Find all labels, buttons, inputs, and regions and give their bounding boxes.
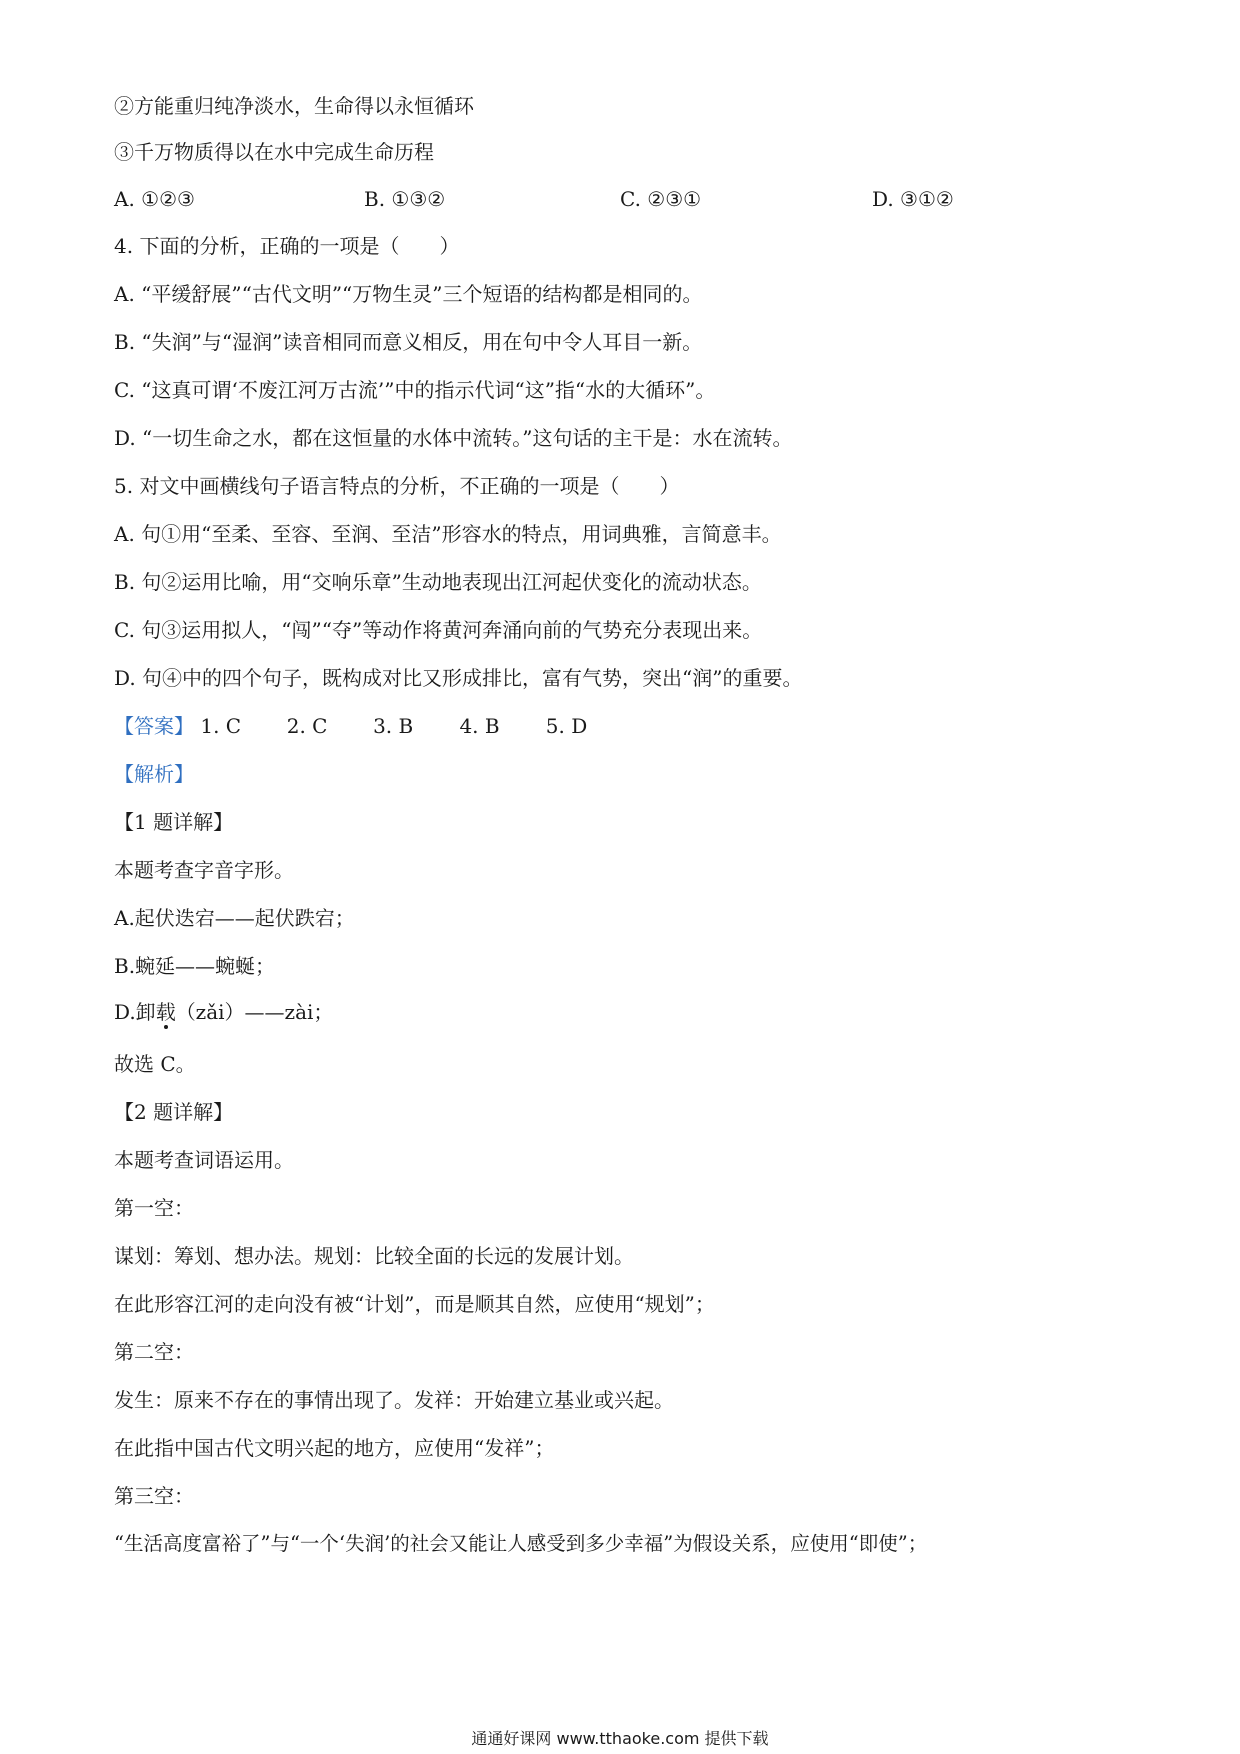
q4-option-d: D. “一切生命之水，都在这恒量的水体中流转。”这句话的主干是：水在流转。: [114, 426, 793, 450]
detail2-blank2-usage: 在此指中国古代文明兴起的地方，应使用“发祥”；: [114, 1436, 555, 1460]
detail2-blank2-definition: 发生：原来不存在的事情出现了。发祥：开始建立基业或兴起。: [114, 1388, 674, 1412]
detail1-option-d: [114, 998, 333, 1026]
q3-option-a: A. ①②③: [114, 187, 195, 211]
detail1-heading: 【1 题详解】: [114, 810, 234, 834]
q3-option-c: C. ②③①: [620, 187, 702, 211]
detail2-blank1-usage: 在此形容江河的走向没有被“计划”，而是顺其自然，应使用“规划”；: [114, 1292, 715, 1316]
detail2-blank1: 第一空：: [114, 1196, 194, 1220]
q3-option-d: D. ③①②: [872, 187, 954, 211]
answer-item-5: 5. D: [545, 714, 588, 738]
detail1-d-prefix: D.卸: [114, 1000, 156, 1024]
q4-option-c: C. “这真可谓‘不废江河万古流’”中的指示代词“这”指“水的大循环”。: [114, 378, 716, 402]
detail1-option-a: A.起伏迭宕——起伏跌宕；: [114, 906, 355, 930]
answer-label: 【答案】: [114, 714, 194, 738]
detail2-blank3: 第三空：: [114, 1484, 194, 1508]
answer-item-1: 1. C: [200, 714, 242, 738]
q3-option-b: B. ①③②: [364, 187, 446, 211]
answer-item-4: 4. B: [459, 714, 500, 738]
detail2-blank1-definition: 谋划：筹划、想办法。规划：比较全面的长远的发展计划。: [114, 1244, 634, 1268]
q5-option-a: A. 句①用“至柔、至容、至润、至洁”形容水的特点，用词典雅，言简意丰。: [114, 522, 782, 546]
detail1-intro: 本题考查字音字形。: [114, 858, 294, 882]
detail1-conclusion: 故选 C。: [114, 1052, 196, 1076]
q3-item-2: ②方能重归纯净淡水，生命得以永恒循环: [114, 94, 474, 118]
q4-option-a: A. “平缓舒展”“古代文明”“万物生灵”三个短语的结构都是相同的。: [114, 282, 703, 306]
q4-stem: 4. 下面的分析，正确的一项是（ ）: [114, 234, 460, 258]
detail1-d-suffix: （zǎi）——zài；: [175, 1000, 334, 1024]
q5-option-b: B. 句②运用比喻，用“交响乐章”生动地表现出江河起伏变化的流动状态。: [114, 570, 762, 594]
q5-option-d: D. 句④中的四个句子，既构成对比又形成排比，富有气势，突出“润”的重要。: [114, 666, 803, 690]
answer-line: [114, 712, 626, 740]
detail1-option-b: B.蜿延——蜿蜒；: [114, 954, 276, 978]
detail2-blank3-usage: “生活高度富裕了”与“一个‘失润’的社会又能让人感受到多少幸福”为假设关系，应使用“即使”；: [114, 1532, 928, 1555]
analysis-label: 【解析】: [114, 762, 194, 786]
detail2-blank2: 第二空：: [114, 1340, 194, 1364]
q5-option-c: C. 句③运用拟人，“闯”“夺”等动作将黄河奔涌向前的气势充分表现出来。: [114, 618, 763, 642]
detail2-intro: 本题考查词语运用。: [114, 1148, 294, 1172]
q5-stem: 5. 对文中画横线句子语言特点的分析，不正确的一项是（ ）: [114, 474, 680, 498]
q4-option-b: B. “失润”与“湿润”读音相同而意义相反，用在句中令人耳目一新。: [114, 330, 703, 354]
answer-item-3: 3. B: [373, 714, 414, 738]
detail2-heading: 【2 题详解】: [114, 1100, 234, 1124]
answer-item-2: 2. C: [286, 714, 328, 738]
emphasis-dot-char: 载: [155, 1000, 176, 1024]
q3-item-3: ③千万物质得以在水中完成生命历程: [114, 140, 434, 164]
page-footer: 通通好课网 www.tthaoke.com 提供下载: [471, 1729, 769, 1748]
